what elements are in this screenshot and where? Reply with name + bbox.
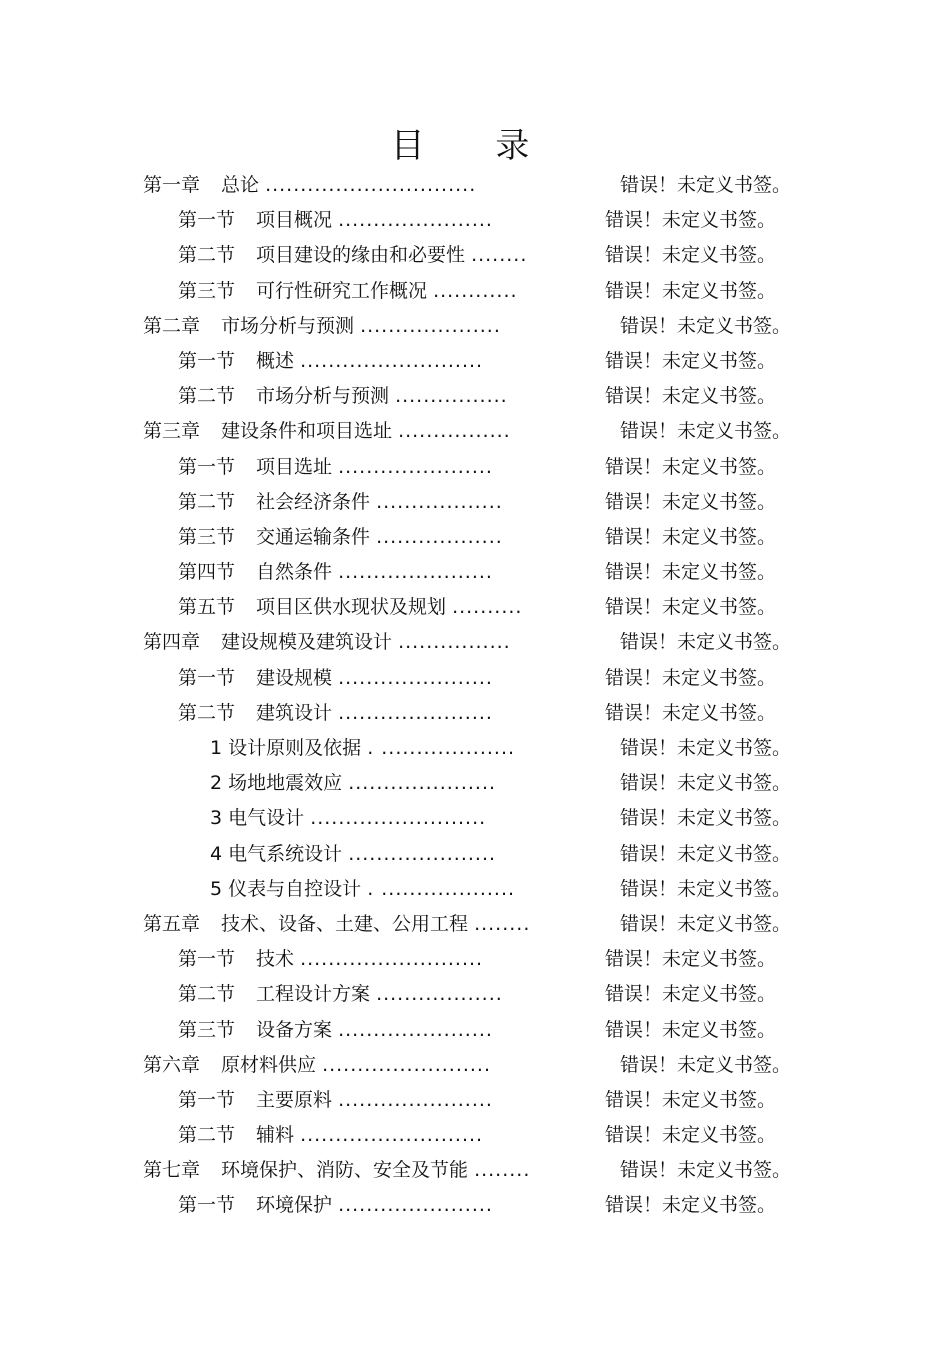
toc-entry[interactable] xyxy=(0,942,950,977)
toc-entry-number: 第四章 xyxy=(143,631,201,654)
toc-entry-title: 建设条件和项目选址 xyxy=(221,420,393,443)
toc-entry-number: 第七章 xyxy=(143,1159,201,1182)
toc-entry-leader: ...................... xyxy=(338,455,493,478)
toc-entry-leader: ...................... xyxy=(338,1194,493,1217)
toc-entry-number: 第二章 xyxy=(143,314,201,337)
toc-entry-title: 技术 xyxy=(256,948,295,971)
toc-entry-number: 第三节 xyxy=(178,279,236,302)
toc-entry-title: 总论 xyxy=(221,174,260,196)
toc-entry-page: 错误！未定义书签。 xyxy=(605,1124,777,1147)
toc-entry[interactable] xyxy=(0,555,950,590)
toc-entry-title: 2 场地地震效应 xyxy=(210,772,343,795)
toc-entry-page: 错误！未定义书签。 xyxy=(620,877,792,900)
toc-entry-title: 辅料 xyxy=(256,1124,295,1147)
toc-entry-leader: .......................... xyxy=(300,349,484,372)
toc-entry-page: 错误！未定义书签。 xyxy=(605,983,777,1006)
toc-entry-leader: ........ xyxy=(474,912,531,935)
toc-entry-number: 第一节 xyxy=(178,455,236,478)
toc-entry-page: 错误！未定义书签。 xyxy=(605,455,777,478)
toc-entry-title: 交通运输条件 xyxy=(256,525,371,548)
toc-entry-page: 错误！未定义书签。 xyxy=(620,912,792,935)
toc-entry-page: 错误！未定义书签。 xyxy=(620,807,792,830)
toc-entry-number: 第四节 xyxy=(178,561,236,584)
toc-entry[interactable] xyxy=(0,520,950,555)
toc-entry[interactable] xyxy=(0,977,950,1012)
toc-entry-page: 错误！未定义书签。 xyxy=(620,631,792,654)
toc-entry-number: 第一节 xyxy=(178,666,236,689)
toc-entry-number: 第一节 xyxy=(178,1194,236,1217)
toc-entry-title: 建设规模及建筑设计 xyxy=(221,631,393,654)
toc-entry-page: 错误！未定义书签。 xyxy=(605,349,777,372)
toc-entry-page: 错误！未定义书签。 xyxy=(605,666,777,689)
toc-entry[interactable] xyxy=(0,837,950,872)
toc-entry-title: 主要原料 xyxy=(256,1088,333,1111)
toc-entry[interactable] xyxy=(0,590,950,625)
toc-entry-page: 错误！未定义书签。 xyxy=(605,244,777,267)
toc-entry-leader: ............ xyxy=(433,279,518,302)
toc-entry-page: 错误！未定义书签。 xyxy=(605,1194,777,1217)
toc-entry[interactable] xyxy=(0,661,950,696)
toc-entry-title: 社会经济条件 xyxy=(256,490,371,513)
toc-entry-number: 第六章 xyxy=(143,1053,201,1076)
toc-entry-page: 错误！未定义书签。 xyxy=(605,596,777,619)
toc-entry-leader: .................... xyxy=(360,314,501,337)
toc-entry-number: 第二节 xyxy=(178,490,236,513)
toc-entry-number: 第三节 xyxy=(178,1018,236,1041)
toc-entry-leader: . ................... xyxy=(367,737,516,759)
toc-entry-number: 第二节 xyxy=(178,701,236,724)
toc-entry-number: 第一节 xyxy=(178,209,236,232)
toc-entry-leader: .......... xyxy=(452,596,523,619)
toc-entry[interactable] xyxy=(0,485,950,520)
toc-entry[interactable] xyxy=(0,731,950,766)
toc-entry-title: 建筑设计 xyxy=(256,701,333,724)
toc-entry-title: 项目选址 xyxy=(256,455,333,478)
toc-entry-leader: .............................. xyxy=(265,174,477,196)
toc-entry[interactable] xyxy=(0,203,950,238)
toc-entry-title: 原材料供应 xyxy=(221,1053,317,1076)
toc-entry-title: 工程设计方案 xyxy=(256,983,371,1006)
toc-entry-page: 错误！未定义书签。 xyxy=(620,842,792,865)
toc-entry[interactable] xyxy=(0,1083,950,1118)
toc-entry-leader: . ................... xyxy=(367,877,516,900)
toc-entry-title: 项目建设的缘由和必要性 xyxy=(256,244,466,267)
toc-entry-leader: ..................... xyxy=(348,842,497,865)
toc-entry[interactable] xyxy=(0,238,950,273)
toc-entry-leader: ..................... xyxy=(348,772,497,795)
toc-entry-leader: ...................... xyxy=(338,1018,493,1041)
toc-entry-leader: ......................... xyxy=(310,807,487,830)
toc-entry[interactable] xyxy=(0,907,950,942)
toc-entry-leader: ...................... xyxy=(338,666,493,689)
toc-entry[interactable] xyxy=(0,696,950,731)
page-title: 目 录 xyxy=(390,126,560,166)
toc-entry-title: 环境保护、消防、安全及节能 xyxy=(221,1159,469,1182)
toc-entry-number: 第二节 xyxy=(178,1124,236,1147)
toc-entry-title: 可行性研究工作概况 xyxy=(256,279,428,302)
toc-entry-leader: .................. xyxy=(376,983,503,1006)
toc-entry[interactable] xyxy=(0,625,950,660)
toc-entry[interactable] xyxy=(0,1153,950,1188)
toc-entry-number: 第一节 xyxy=(178,349,236,372)
toc-entry[interactable] xyxy=(0,801,950,836)
toc-entry-title: 自然条件 xyxy=(256,561,333,584)
toc-entry-leader: ...................... xyxy=(338,1088,493,1111)
toc-entry-page: 错误！未定义书签。 xyxy=(605,561,777,584)
toc-entry[interactable] xyxy=(0,274,950,309)
toc-entry-title: 市场分析与预测 xyxy=(221,314,355,337)
toc-entry-number: 第五章 xyxy=(143,912,201,935)
toc-entry-page: 错误！未定义书签。 xyxy=(620,314,792,337)
toc-entry-page: 错误！未定义书签。 xyxy=(605,490,777,513)
toc-entry[interactable] xyxy=(0,414,950,449)
toc-entry-title: 技术、设备、土建、公用工程 xyxy=(221,912,469,935)
toc-entry-leader: ................ xyxy=(398,631,511,654)
toc-entry-leader: .......................... xyxy=(300,948,484,971)
toc-entry-title: 1 设计原则及依据 xyxy=(210,737,362,759)
toc-entry[interactable] xyxy=(0,1048,950,1083)
toc-entry[interactable] xyxy=(0,1188,950,1223)
toc-entry-number: 第二节 xyxy=(178,244,236,267)
toc-entry-number: 第二节 xyxy=(178,983,236,1006)
toc-entry-page: 错误！未定义书签。 xyxy=(620,174,792,196)
toc-entry-title: 设备方案 xyxy=(256,1018,333,1041)
toc-entry-page: 错误！未定义书签。 xyxy=(620,737,792,759)
toc-entry-leader: .................. xyxy=(376,490,503,513)
toc-entry[interactable] xyxy=(0,1013,950,1048)
toc-entry-leader: .......................... xyxy=(300,1124,484,1147)
toc-entry-page: 错误！未定义书签。 xyxy=(605,1088,777,1111)
toc-entry[interactable] xyxy=(0,450,950,485)
toc-entry-title: 项目区供水现状及规划 xyxy=(256,596,447,619)
toc-entry-title: 概述 xyxy=(256,349,295,372)
toc-entry-leader: ...................... xyxy=(338,701,493,724)
toc-entry[interactable] xyxy=(0,168,950,203)
toc-entry-title: 项目概况 xyxy=(256,209,333,232)
toc-entry[interactable] xyxy=(0,379,950,414)
toc-entry[interactable] xyxy=(0,766,950,801)
table-of-contents xyxy=(0,168,950,1224)
toc-entry-page: 错误！未定义书签。 xyxy=(605,385,777,408)
toc-entry-number: 第三节 xyxy=(178,525,236,548)
toc-entry-leader: ........ xyxy=(471,244,528,267)
toc-entry-leader: ........................ xyxy=(322,1053,492,1076)
toc-entry-page: 错误！未定义书签。 xyxy=(620,772,792,795)
toc-entry-leader: ................ xyxy=(398,420,511,443)
toc-entry[interactable] xyxy=(0,344,950,379)
toc-entry-title: 市场分析与预测 xyxy=(256,385,390,408)
toc-entry-title: 建设规模 xyxy=(256,666,333,689)
toc-entry-page: 错误！未定义书签。 xyxy=(605,525,777,548)
toc-entry-number: 第二节 xyxy=(178,385,236,408)
toc-entry-number: 第五节 xyxy=(178,596,236,619)
toc-entry-page: 错误！未定义书签。 xyxy=(605,948,777,971)
toc-entry-leader: .................. xyxy=(376,525,503,548)
toc-entry[interactable] xyxy=(0,1118,950,1153)
toc-entry-page: 错误！未定义书签。 xyxy=(620,1053,792,1076)
toc-entry[interactable] xyxy=(0,872,950,907)
toc-entry-number: 第三章 xyxy=(143,420,201,443)
toc-entry-title: 4 电气系统设计 xyxy=(210,842,343,865)
toc-entry-page: 错误！未定义书签。 xyxy=(620,1159,792,1182)
toc-entry-title: 3 电气设计 xyxy=(210,807,305,830)
toc-entry-page: 错误！未定义书签。 xyxy=(605,279,777,302)
toc-entry-leader: ........ xyxy=(474,1159,531,1182)
toc-entry-page: 错误！未定义书签。 xyxy=(605,209,777,232)
toc-entry-leader: ...................... xyxy=(338,209,493,232)
toc-entry-title: 5 仪表与自控设计 xyxy=(210,877,362,900)
toc-entry-number: 第一节 xyxy=(178,1088,236,1111)
toc-entry-number: 第一章 xyxy=(143,174,201,196)
toc-entry-number: 第一节 xyxy=(178,948,236,971)
toc-entry-page: 错误！未定义书签。 xyxy=(605,701,777,724)
toc-entry[interactable] xyxy=(0,309,950,344)
toc-entry-page: 错误！未定义书签。 xyxy=(605,1018,777,1041)
toc-entry-title: 环境保护 xyxy=(256,1194,333,1217)
toc-entry-page: 错误！未定义书签。 xyxy=(620,420,792,443)
toc-entry-leader: ................ xyxy=(395,385,508,408)
toc-entry-leader: ...................... xyxy=(338,561,493,584)
